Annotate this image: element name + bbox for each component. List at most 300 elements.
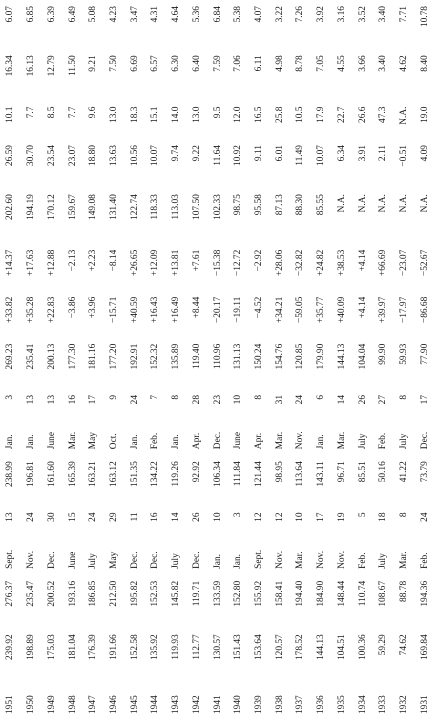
cell-month-a: Mar. <box>399 551 410 569</box>
cell-col-2: 198.89 <box>26 634 37 661</box>
cell-col-16: 3.16 <box>336 6 347 23</box>
cell-col-9: 59.93 <box>399 343 410 365</box>
cell-col-2: 191.66 <box>108 634 119 661</box>
cell-day-b: 3 <box>5 394 16 400</box>
cell-day-a: 29 <box>108 512 119 522</box>
cell-col-10: −3.86 <box>67 296 78 319</box>
cell-col-2: 169.84 <box>419 634 430 661</box>
cell-col-10: +4.14 <box>357 296 368 319</box>
cell-month-b: July <box>357 433 368 450</box>
cell-day-b: 14 <box>336 394 347 405</box>
cell-col-15: 6.40 <box>191 55 202 72</box>
cell-col-14: 16.5 <box>253 106 264 123</box>
cell-col-9: 179.90 <box>316 343 327 370</box>
cell-col-15: 12.79 <box>46 55 57 77</box>
cell-month-b: Mar. <box>67 431 78 450</box>
cell-col-11: +12.09 <box>150 249 161 277</box>
cell-col-16: 6.84 <box>212 6 223 23</box>
cell-month-a: Jan. <box>233 554 244 569</box>
cell-month-b: Oct. <box>108 433 119 450</box>
cell-col-14: 17.9 <box>316 106 327 123</box>
cell-year: 1934 <box>357 695 368 714</box>
cell-col-14: 22.7 <box>336 106 347 123</box>
cell-col-10: +40.59 <box>129 296 140 324</box>
cell-col-13: 6.01 <box>274 145 285 162</box>
cell-col-16: 10.78 <box>419 6 430 28</box>
table-row <box>62 0 83 718</box>
cell-day-b: 8 <box>253 394 264 400</box>
cell-month-a: Sept. <box>253 549 264 569</box>
cell-day-b: 7 <box>150 394 161 400</box>
cell-col-13: 11.49 <box>295 145 306 166</box>
cell-col-9: 181.16 <box>88 343 99 370</box>
cell-day-a: 12 <box>274 512 285 522</box>
cell-month-a: Dec. <box>46 551 57 569</box>
cell-month-b: Apr. <box>191 432 202 450</box>
cell-col-12: 113.03 <box>171 194 182 220</box>
cell-col-6: 238.99 <box>5 461 16 487</box>
cell-col-12: N.A. <box>336 194 347 213</box>
cell-col-13: 23.54 <box>46 145 57 167</box>
cell-month-a: Dec. <box>129 551 140 569</box>
cell-col-11: +24.82 <box>316 249 327 277</box>
table-row <box>269 0 290 718</box>
cell-day-b: 27 <box>378 394 389 405</box>
cell-col-13: 2.11 <box>378 145 389 162</box>
cell-col-14: 7.7 <box>26 106 37 119</box>
cell-col-13: 18.80 <box>88 145 99 167</box>
cell-col-10: −15.71 <box>108 296 119 324</box>
cell-col-15: 4.62 <box>399 55 410 72</box>
cell-month-a: Nov. <box>274 550 285 569</box>
cell-day-b: 16 <box>67 394 78 405</box>
cell-col-9: 200.13 <box>46 343 57 370</box>
cell-col-14: 10.5 <box>295 106 306 123</box>
cell-col-11: +7.61 <box>191 249 202 272</box>
cell-col-3: 194.36 <box>419 580 430 607</box>
cell-month-b: Jan. <box>129 434 140 450</box>
cell-col-2: 100.36 <box>357 634 368 661</box>
table-row <box>373 0 394 718</box>
cell-col-3: 133.59 <box>212 580 223 607</box>
cell-year: 1943 <box>171 695 182 714</box>
cell-col-14: 9.6 <box>88 106 99 119</box>
cell-year: 1935 <box>336 695 347 714</box>
cell-col-13: 10.07 <box>150 145 161 167</box>
cell-col-13: 3.91 <box>357 145 368 162</box>
cell-col-11: +12.88 <box>46 249 57 277</box>
cell-col-12: 202.60 <box>5 194 16 220</box>
cell-col-12: 149.08 <box>88 194 99 220</box>
cell-col-6: 85.51 <box>357 461 368 483</box>
cell-col-11: −23.07 <box>399 249 410 277</box>
cell-year: 1942 <box>191 695 202 714</box>
cell-year: 1933 <box>378 695 389 714</box>
cell-col-3: 145.82 <box>171 580 182 607</box>
cell-day-a: 24 <box>419 512 430 522</box>
cell-col-6: 113.64 <box>295 461 306 487</box>
cell-col-15: 8.40 <box>419 55 430 72</box>
cell-col-11: −52.67 <box>419 249 430 277</box>
cell-col-12: 88.30 <box>295 194 306 216</box>
cell-col-11: −8.14 <box>108 249 119 272</box>
cell-year: 1936 <box>316 695 327 714</box>
cell-col-13: 9.74 <box>171 145 182 162</box>
cell-month-b: June <box>233 432 244 450</box>
cell-col-15: 4.55 <box>336 55 347 72</box>
cell-year: 1950 <box>26 695 37 714</box>
cell-col-3: 158.41 <box>274 580 285 607</box>
cell-col-15: 7.06 <box>233 55 244 72</box>
cell-col-16: 3.47 <box>129 6 140 23</box>
table-row <box>249 0 270 718</box>
cell-month-b: Jan. <box>26 434 37 450</box>
cell-year: 1944 <box>150 695 161 714</box>
cell-month-a: Nov. <box>26 550 37 569</box>
cell-col-9: 177.20 <box>108 343 119 370</box>
cell-col-10: +34.21 <box>274 296 285 324</box>
table-row <box>21 0 42 718</box>
cell-col-11: −15.38 <box>212 249 223 277</box>
cell-col-2: 153.64 <box>253 634 264 661</box>
cell-year: 1940 <box>233 695 244 714</box>
cell-col-6: 111.84 <box>233 461 244 487</box>
cell-col-10: +22.83 <box>46 296 57 324</box>
cell-col-10: −86.68 <box>419 296 430 324</box>
cell-col-9: 77.90 <box>419 343 430 365</box>
cell-col-2: 74.62 <box>399 634 410 656</box>
cell-col-2: 120.57 <box>274 634 285 661</box>
cell-col-16: 5.36 <box>191 6 202 23</box>
cell-col-13: −0.51 <box>399 145 410 167</box>
cell-day-a: 19 <box>336 512 347 522</box>
cell-day-a: 5 <box>357 512 368 518</box>
cell-col-12: 107.50 <box>191 194 202 220</box>
cell-col-15: 6.11 <box>253 55 264 72</box>
cell-col-15: 11.50 <box>67 55 78 77</box>
cell-col-12: N.A. <box>357 194 368 213</box>
cell-year: 1939 <box>253 695 264 714</box>
cell-month-b: May <box>88 432 99 450</box>
cell-month-a: Jan. <box>212 554 223 569</box>
cell-col-10: +3.96 <box>88 296 99 319</box>
cell-month-b: Feb. <box>150 432 161 450</box>
cell-col-3: 108.67 <box>378 580 389 607</box>
cell-col-15: 6.69 <box>129 55 140 72</box>
cell-col-13: 23.07 <box>67 145 78 167</box>
cell-col-14: 13.0 <box>108 106 119 123</box>
cell-col-14: 19.0 <box>419 106 430 123</box>
cell-month-b: Jan. <box>316 434 327 450</box>
cell-year: 1932 <box>399 695 410 714</box>
cell-month-b: Feb. <box>378 432 389 450</box>
cell-day-b: 10 <box>233 394 244 405</box>
cell-col-15: 7.50 <box>108 55 119 72</box>
cell-col-15: 7.59 <box>212 55 223 72</box>
cell-col-15: 3.40 <box>378 55 389 72</box>
cell-month-a: Feb. <box>357 552 368 569</box>
cell-month-a: July <box>378 553 389 569</box>
cell-col-10: −20.17 <box>212 296 223 324</box>
cell-day-a: 17 <box>316 512 327 522</box>
cell-month-a: July <box>171 553 182 569</box>
cell-col-2: 119.93 <box>171 634 182 660</box>
cell-month-b: June <box>46 432 57 450</box>
cell-col-3: 152.80 <box>233 580 244 607</box>
cell-col-2: 151.43 <box>233 634 244 661</box>
cell-col-9: 131.13 <box>233 343 244 370</box>
cell-col-15: 3.66 <box>357 55 368 72</box>
table-row <box>414 0 435 718</box>
cell-col-6: 163.12 <box>108 461 119 487</box>
cell-col-16: 4.23 <box>108 6 119 23</box>
cell-month-a: Feb. <box>419 552 430 569</box>
cell-day-b: 8 <box>399 394 410 400</box>
cell-col-3: 200.52 <box>46 580 57 607</box>
cell-day-b: 26 <box>357 394 368 405</box>
cell-col-13: 10.56 <box>129 145 140 167</box>
cell-col-11: +17.63 <box>26 249 37 277</box>
cell-col-12: 102.33 <box>212 194 223 220</box>
table-row <box>186 0 207 718</box>
cell-day-a: 26 <box>191 512 202 522</box>
cell-col-16: 7.71 <box>399 6 410 23</box>
cell-col-10: +8.44 <box>191 296 202 319</box>
cell-year: 1949 <box>46 695 57 714</box>
cell-day-b: 13 <box>26 394 37 405</box>
cell-month-b: Jan. <box>171 434 182 450</box>
cell-col-15: 6.30 <box>171 55 182 72</box>
cell-col-14: 12.0 <box>233 106 244 123</box>
cell-day-a: 13 <box>5 512 16 522</box>
cell-col-14: 10.1 <box>5 106 16 123</box>
cell-month-b: July <box>399 433 410 450</box>
cell-col-13: 9.22 <box>191 145 202 162</box>
table-row <box>394 0 415 718</box>
cell-col-15: 16.34 <box>5 55 16 77</box>
cell-col-2: 130.57 <box>212 634 223 661</box>
table-row <box>145 0 166 718</box>
cell-year: 1948 <box>67 695 78 714</box>
table-row <box>83 0 104 718</box>
cell-day-a: 10 <box>295 512 306 522</box>
cell-col-12: 118.33 <box>150 194 161 220</box>
cell-col-13: 10.92 <box>233 145 244 167</box>
cell-col-3: 119.71 <box>191 580 202 607</box>
cell-col-9: 269.23 <box>5 343 16 370</box>
cell-day-b: 8 <box>171 394 182 400</box>
cell-col-10: +35.28 <box>26 296 37 324</box>
cell-day-b: 28 <box>191 394 202 405</box>
cell-col-12: 122.74 <box>129 194 140 220</box>
cell-col-15: 9.21 <box>88 55 99 72</box>
table-row <box>290 0 311 718</box>
cell-year: 1951 <box>5 695 16 714</box>
cell-col-14: 14.0 <box>171 106 182 123</box>
cell-col-15: 6.57 <box>150 55 161 72</box>
cell-day-b: 23 <box>212 394 223 405</box>
table-row <box>0 0 21 718</box>
cell-col-2: 239.92 <box>5 634 16 661</box>
cell-year: 1946 <box>108 695 119 714</box>
cell-col-16: 3.40 <box>378 6 389 23</box>
cell-col-6: 50.16 <box>378 461 389 483</box>
cell-col-11: +2.23 <box>88 249 99 272</box>
cell-col-16: 7.26 <box>295 6 306 23</box>
cell-col-16: 3.52 <box>357 6 368 23</box>
cell-col-3: 88.78 <box>399 580 410 602</box>
cell-col-3: 235.47 <box>26 580 37 607</box>
cell-col-10: −59.05 <box>295 296 306 324</box>
cell-col-6: 134.22 <box>150 461 161 487</box>
cell-col-2: 178.52 <box>295 634 306 661</box>
cell-month-a: Mar. <box>295 551 306 569</box>
cell-col-14: 47.3 <box>378 106 389 123</box>
cell-col-9: 135.89 <box>171 343 182 370</box>
cell-col-6: 196.81 <box>26 461 37 487</box>
cell-col-11: −2.92 <box>253 249 264 272</box>
cell-col-2: 104.51 <box>336 634 347 661</box>
table-row <box>332 0 353 718</box>
cell-day-a: 24 <box>26 512 37 522</box>
cell-col-16: 6.85 <box>26 6 37 23</box>
cell-col-6: 163.21 <box>88 461 99 487</box>
cell-col-16: 5.08 <box>88 6 99 23</box>
cell-col-9: 144.13 <box>336 343 347 370</box>
cell-col-6: 98.95 <box>274 461 285 483</box>
cell-day-a: 11 <box>129 512 140 522</box>
cell-col-3: 195.82 <box>129 580 140 607</box>
cell-col-9: 154.76 <box>274 343 285 370</box>
cell-col-3: 212.50 <box>108 580 119 607</box>
cell-month-b: Jan. <box>5 434 16 450</box>
cell-day-b: 24 <box>129 394 140 405</box>
cell-col-2: 144.13 <box>316 634 327 661</box>
cell-col-12: 87.13 <box>274 194 285 216</box>
cell-col-11: +4.14 <box>357 249 368 272</box>
cell-col-10: +16.43 <box>150 296 161 324</box>
cell-day-a: 30 <box>46 512 57 522</box>
cell-month-b: Dec. <box>419 431 430 450</box>
cell-col-10: +35.77 <box>316 296 327 324</box>
cell-day-a: 16 <box>150 512 161 522</box>
cell-col-11: −12.72 <box>233 249 244 277</box>
cell-col-10: −17.97 <box>399 296 410 324</box>
cell-col-3: 110.74 <box>357 580 368 607</box>
cell-year: 1941 <box>212 695 223 714</box>
cell-col-10: +39.97 <box>378 296 389 324</box>
cell-month-a: Nov. <box>316 550 327 569</box>
cell-col-12: 85.55 <box>316 194 327 216</box>
cell-col-14: 13.0 <box>191 106 202 123</box>
cell-col-3: 194.40 <box>295 580 306 607</box>
cell-col-12: 95.58 <box>253 194 264 216</box>
cell-col-11: −2.13 <box>67 249 78 272</box>
cell-col-9: 120.85 <box>295 343 306 370</box>
cell-col-6: 73.79 <box>419 461 430 483</box>
table-row <box>41 0 62 718</box>
cell-col-15: 16.13 <box>26 55 37 77</box>
cell-day-a: 15 <box>67 512 78 522</box>
cell-col-9: 99.90 <box>378 343 389 365</box>
cell-col-16: 4.07 <box>253 6 264 23</box>
cell-col-11: −32.82 <box>295 249 306 277</box>
cell-month-b: Nov. <box>295 431 306 450</box>
cell-col-6: 165.39 <box>67 461 78 487</box>
cell-col-16: 6.07 <box>5 6 16 23</box>
cell-month-a: July <box>88 553 99 569</box>
cell-col-2: 181.04 <box>67 634 78 661</box>
cell-col-14: 18.3 <box>129 106 140 123</box>
cell-col-14: 8.5 <box>46 106 57 119</box>
cell-day-a: 14 <box>171 512 182 522</box>
cell-col-12: 131.40 <box>108 194 119 220</box>
cell-col-11: +28.06 <box>274 249 285 277</box>
cell-col-13: 11.64 <box>212 145 223 166</box>
cell-col-2: 59.29 <box>378 634 389 656</box>
cell-day-b: 9 <box>108 394 119 400</box>
cell-month-a: Dec. <box>191 551 202 569</box>
cell-col-13: 4.09 <box>419 145 430 162</box>
cell-col-16: 3.92 <box>316 6 327 23</box>
cell-day-b: 24 <box>295 394 306 405</box>
cell-col-11: +26.65 <box>129 249 140 277</box>
cell-col-6: 41.22 <box>399 461 410 483</box>
table-row <box>228 0 249 718</box>
cell-col-14: 25.8 <box>274 106 285 123</box>
cell-col-12: 194.19 <box>26 194 37 220</box>
cell-col-3: 152.53 <box>150 580 161 607</box>
cell-col-9: 192.91 <box>129 343 140 370</box>
table-row <box>104 0 125 718</box>
cell-day-b: 31 <box>274 394 285 405</box>
cell-year: 1937 <box>295 695 306 714</box>
cell-day-b: 6 <box>316 394 327 400</box>
table-row <box>352 0 373 718</box>
cell-month-b: Dec. <box>212 431 223 450</box>
cell-col-16: 5.38 <box>233 6 244 23</box>
cell-col-3: 276.37 <box>5 580 16 607</box>
cell-col-6: 106.34 <box>212 461 223 487</box>
cell-month-a: Dec. <box>150 551 161 569</box>
cell-col-9: 119.40 <box>191 343 202 370</box>
cell-month-a: May <box>108 551 119 569</box>
cell-col-13: 26.59 <box>5 145 16 167</box>
cell-col-9: 150.24 <box>253 343 264 370</box>
cell-col-2: 112.77 <box>191 634 202 660</box>
cell-day-b: 17 <box>88 394 99 405</box>
cell-col-16: 4.31 <box>150 6 161 23</box>
cell-col-12: 98.75 <box>233 194 244 216</box>
table-row <box>311 0 332 718</box>
table-row <box>124 0 145 718</box>
cell-col-2: 152.58 <box>129 634 140 661</box>
cell-col-6: 161.60 <box>46 461 57 487</box>
cell-col-14: 15.1 <box>150 106 161 123</box>
cell-col-15: 4.98 <box>274 55 285 72</box>
cell-col-3: 148.44 <box>336 580 347 607</box>
cell-col-13: 6.34 <box>336 145 347 162</box>
cell-col-11: +14.37 <box>5 249 16 277</box>
cell-col-15: 7.05 <box>316 55 327 72</box>
cell-col-6: 92.92 <box>191 461 202 483</box>
cell-col-2: 176.39 <box>88 634 99 661</box>
cell-col-14: 7.7 <box>67 106 78 119</box>
cell-year: 1945 <box>129 695 140 714</box>
cell-col-3: 184.90 <box>316 580 327 607</box>
cell-col-9: 104.04 <box>357 343 368 370</box>
cell-col-3: 193.16 <box>67 580 78 607</box>
